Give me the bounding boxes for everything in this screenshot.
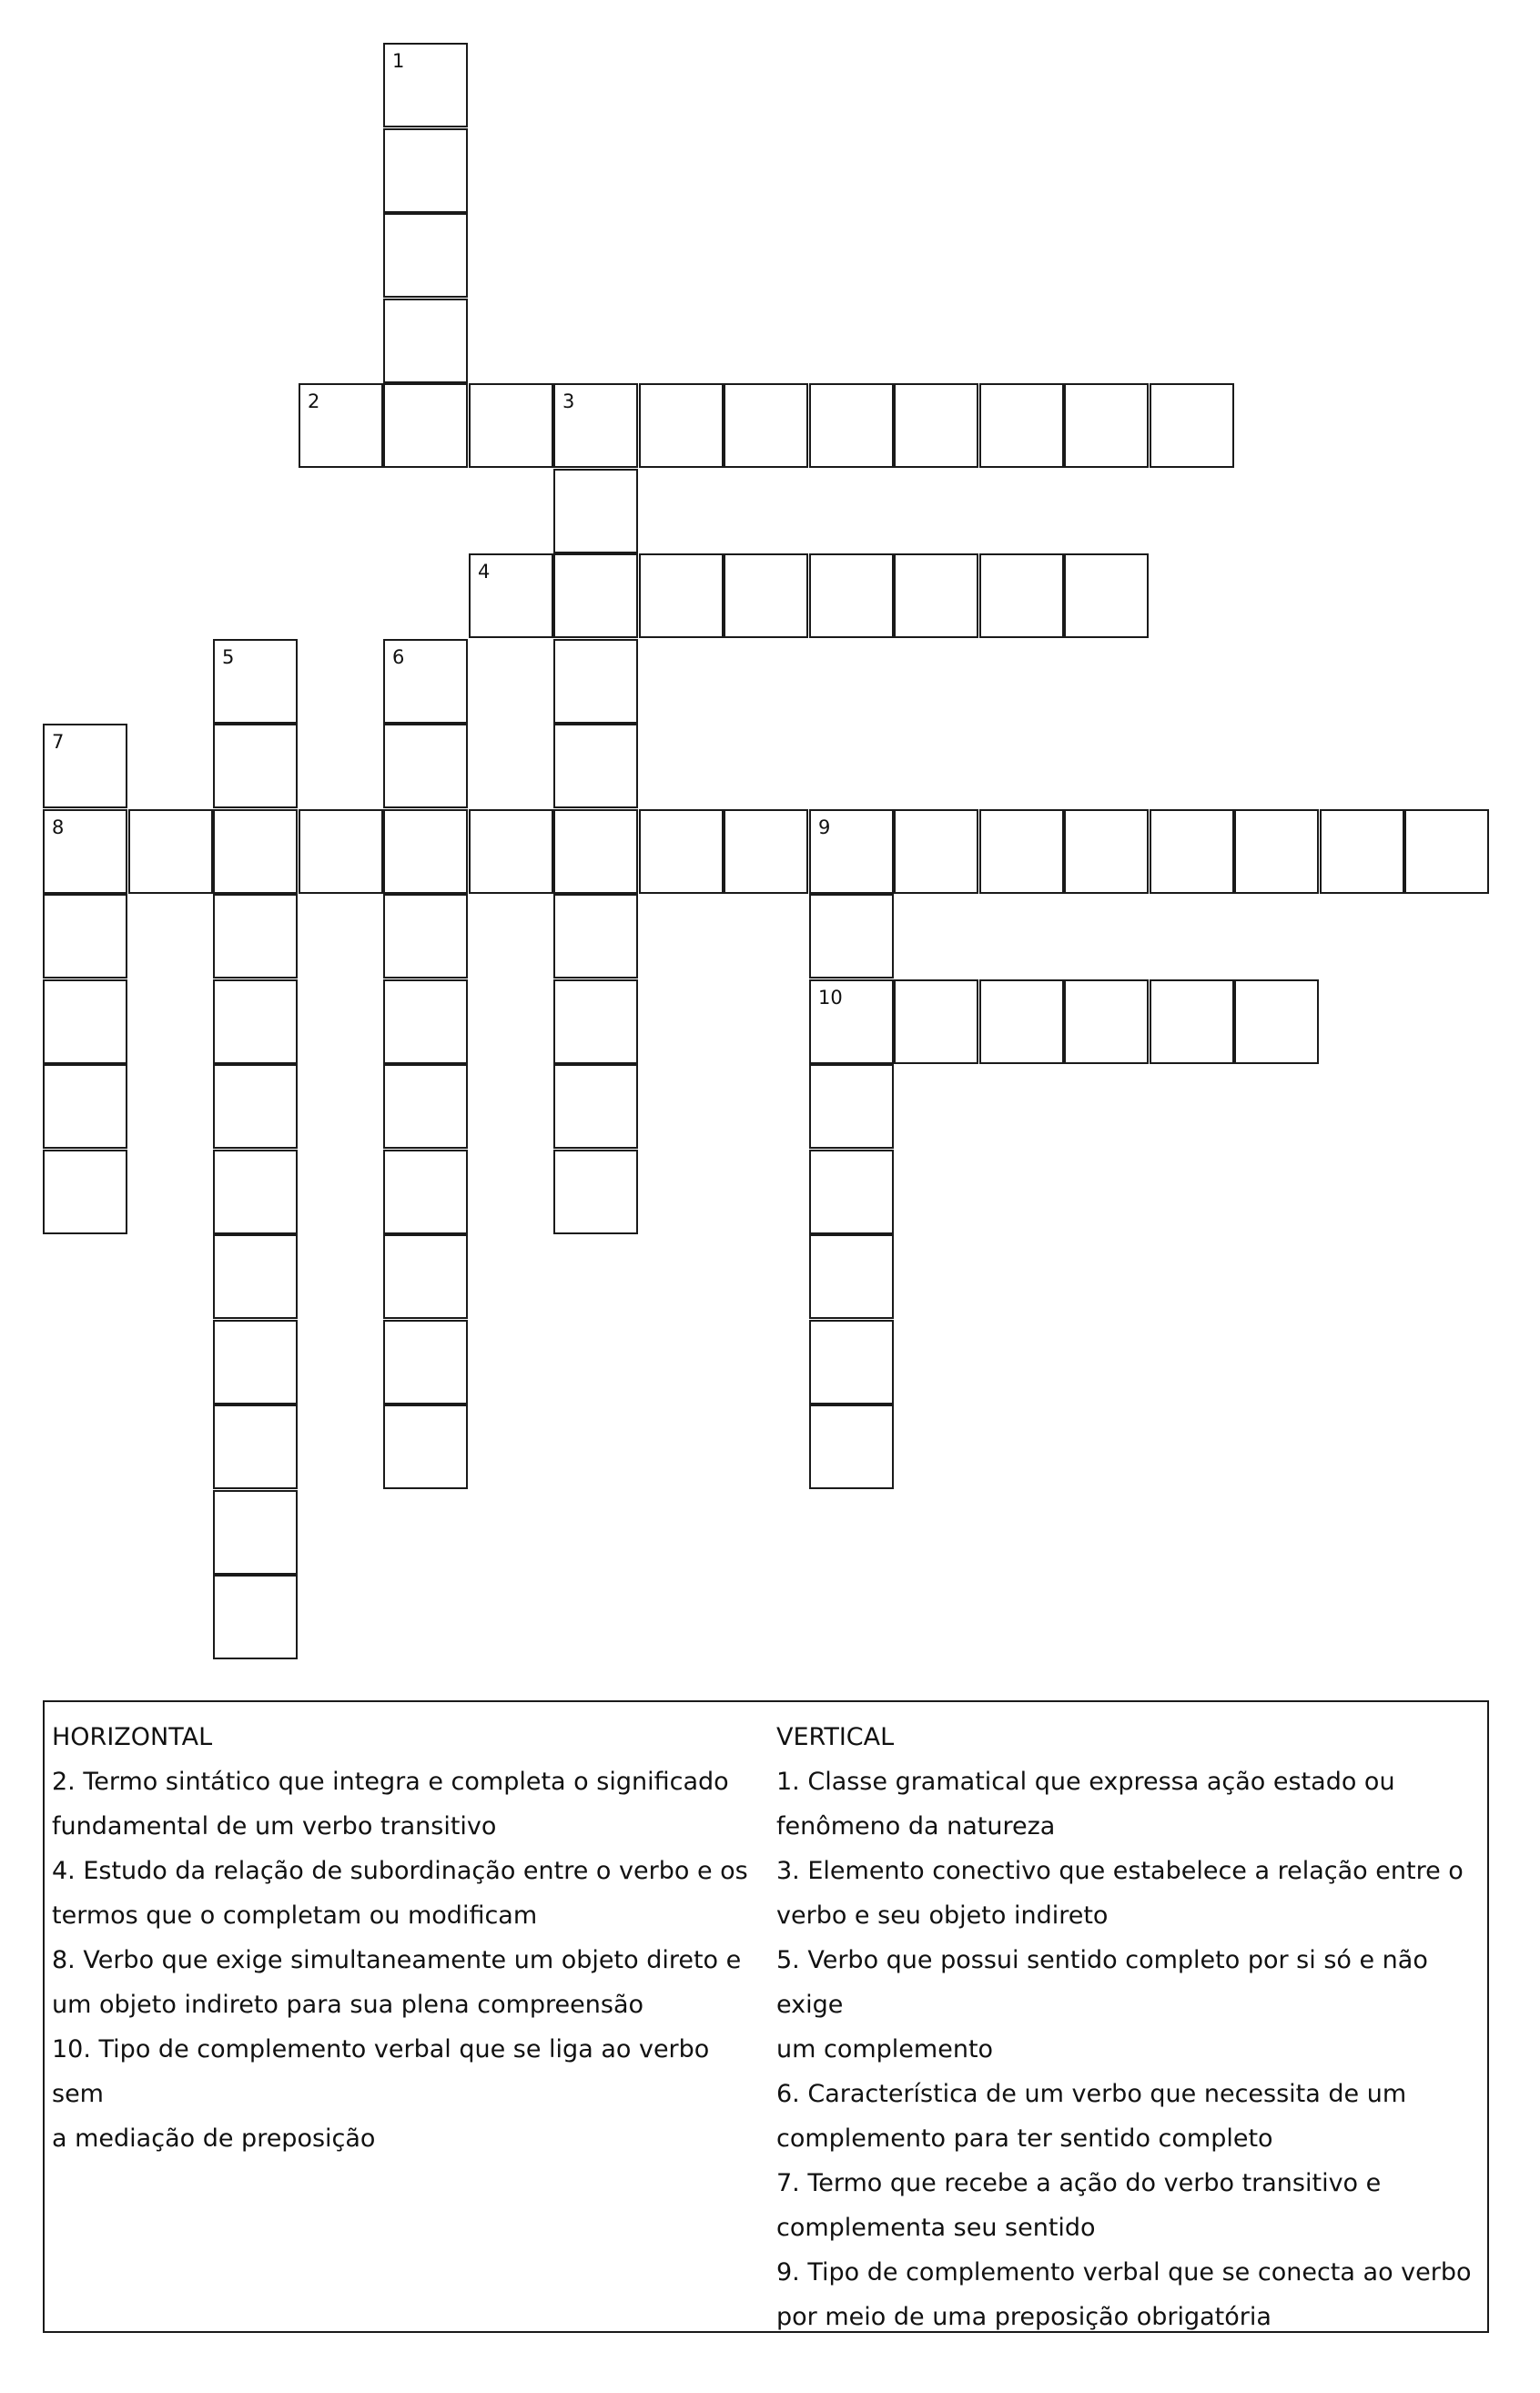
grid-cell[interactable] xyxy=(213,1234,298,1319)
grid-cell[interactable] xyxy=(724,383,808,468)
grid-cell[interactable] xyxy=(383,1404,468,1489)
clue-number: 7 xyxy=(52,731,65,753)
clue-line: 7. Termo que recebe a ação do verbo transitivo e xyxy=(776,2169,1382,2197)
grid-cell[interactable] xyxy=(894,383,978,468)
grid-cell[interactable] xyxy=(383,809,468,894)
clue-number: 3 xyxy=(562,390,575,412)
grid-cell[interactable] xyxy=(213,894,298,978)
grid-cell[interactable] xyxy=(809,894,894,978)
clue-number: 10 xyxy=(818,987,843,1009)
grid-cell[interactable] xyxy=(1064,809,1149,894)
grid-cell[interactable] xyxy=(809,809,894,894)
clue-line: por meio de uma preposição obrigatória xyxy=(776,2303,1272,2331)
grid-cell[interactable] xyxy=(553,1064,638,1149)
clue-line: 1. Classe gramatical que expressa ação estado ou xyxy=(776,1768,1395,1796)
clue-line: 2. Termo sintático que integra e completa o significado xyxy=(52,1768,729,1796)
grid-cell[interactable] xyxy=(383,1320,468,1404)
grid-cell[interactable] xyxy=(213,724,298,808)
clue-line: a mediação de preposição xyxy=(52,2124,376,2153)
grid-cell[interactable] xyxy=(299,809,383,894)
grid-cell[interactable] xyxy=(1150,809,1234,894)
clue-line: fundamental de um verbo transitivo xyxy=(52,1812,497,1840)
grid-cell[interactable] xyxy=(213,979,298,1064)
grid-cell[interactable] xyxy=(43,724,127,808)
grid-cell[interactable] xyxy=(213,1150,298,1234)
grid-cell[interactable] xyxy=(639,383,724,468)
grid-cell[interactable] xyxy=(724,553,808,638)
grid-cell[interactable] xyxy=(1320,809,1404,894)
grid-cell[interactable] xyxy=(809,1320,894,1404)
grid-cell[interactable] xyxy=(1234,979,1319,1064)
grid-cell[interactable] xyxy=(979,979,1064,1064)
grid-cell[interactable] xyxy=(383,724,468,808)
grid-cell[interactable] xyxy=(639,553,724,638)
clue-line: fenômeno da natureza xyxy=(776,1812,1056,1840)
grid-cell[interactable] xyxy=(383,1150,468,1234)
grid-cell[interactable] xyxy=(128,809,213,894)
grid-cell[interactable] xyxy=(1064,383,1149,468)
grid-cell[interactable] xyxy=(553,469,638,553)
horizontal-clues xyxy=(52,1715,762,2161)
clue-line: 6. Característica de um verbo que necessita de um xyxy=(776,2080,1407,2108)
clue-line: 5. Verbo que possui sentido completo por si só e não exige xyxy=(776,1946,1428,2019)
grid-cell[interactable] xyxy=(553,1150,638,1234)
vertical-heading: VERTICAL xyxy=(776,1723,895,1751)
grid-cell[interactable] xyxy=(979,383,1064,468)
grid-cell[interactable] xyxy=(43,894,127,978)
clue-line: complemento para ter sentido completo xyxy=(776,2124,1273,2153)
grid-cell[interactable] xyxy=(553,979,638,1064)
grid-cell[interactable] xyxy=(809,553,894,638)
grid-cell[interactable] xyxy=(213,809,298,894)
grid-cell[interactable] xyxy=(894,979,978,1064)
grid-cell[interactable] xyxy=(553,639,638,724)
grid-cell[interactable] xyxy=(469,809,553,894)
grid-cell[interactable] xyxy=(43,809,127,894)
grid-cell[interactable] xyxy=(383,299,468,383)
grid-cell[interactable] xyxy=(553,383,638,468)
grid-cell[interactable] xyxy=(809,1064,894,1149)
clue-number: 6 xyxy=(392,646,405,668)
grid-cell[interactable] xyxy=(469,383,553,468)
grid-cell[interactable] xyxy=(43,1064,127,1149)
grid-cell[interactable] xyxy=(213,639,298,724)
grid-cell[interactable] xyxy=(1234,809,1319,894)
grid-cell[interactable] xyxy=(809,1150,894,1234)
grid-cell[interactable] xyxy=(1150,383,1234,468)
grid-cell[interactable] xyxy=(553,553,638,638)
grid-cell[interactable] xyxy=(979,553,1064,638)
grid-cell[interactable] xyxy=(383,213,468,298)
clue-number: 8 xyxy=(52,816,65,838)
grid-cell[interactable] xyxy=(1064,553,1149,638)
horizontal-heading: HORIZONTAL xyxy=(52,1723,213,1751)
grid-cell[interactable] xyxy=(383,383,468,468)
clue-line: complementa seu sentido xyxy=(776,2214,1096,2242)
clue-line: 3. Elemento conectivo que estabelece a relação entre o xyxy=(776,1857,1464,1885)
grid-cell[interactable] xyxy=(553,809,638,894)
grid-cell[interactable] xyxy=(43,1150,127,1234)
grid-cell[interactable] xyxy=(809,1234,894,1319)
grid-cell[interactable] xyxy=(383,894,468,978)
grid-cell[interactable] xyxy=(213,1404,298,1489)
clue-number: 2 xyxy=(308,390,320,412)
grid-cell[interactable] xyxy=(553,724,638,808)
grid-cell[interactable] xyxy=(383,1064,468,1149)
clue-number: 1 xyxy=(392,50,405,72)
grid-cell[interactable] xyxy=(809,1404,894,1489)
clue-line: termos que o completam ou modificam xyxy=(52,1901,538,1930)
grid-cell[interactable] xyxy=(383,639,468,724)
grid-cell[interactable] xyxy=(979,809,1064,894)
clue-line: 10. Tipo de complemento verbal que se liga ao verbo sem xyxy=(52,2035,710,2108)
grid-cell[interactable] xyxy=(299,383,383,468)
clue-line: 9. Tipo de complemento verbal que se conecta ao verbo xyxy=(776,2258,1472,2287)
grid-cell[interactable] xyxy=(213,1064,298,1149)
grid-cell[interactable] xyxy=(383,979,468,1064)
clue-line: um complemento xyxy=(776,2035,994,2063)
grid-cell[interactable] xyxy=(383,1234,468,1319)
grid-cell[interactable] xyxy=(894,809,978,894)
clue-number: 4 xyxy=(478,561,491,583)
clues-box xyxy=(43,1700,1489,2333)
clue-line: verbo e seu objeto indireto xyxy=(776,1901,1109,1930)
clue-number: 9 xyxy=(818,816,831,838)
grid-cell[interactable] xyxy=(724,809,808,894)
grid-cell[interactable] xyxy=(553,894,638,978)
grid-cell[interactable] xyxy=(383,128,468,213)
clue-line: um objeto indireto para sua plena compreensão xyxy=(52,1991,644,2019)
clue-number: 5 xyxy=(222,646,235,668)
grid-cell[interactable] xyxy=(639,809,724,894)
grid-cell[interactable] xyxy=(1404,809,1489,894)
grid-cell[interactable] xyxy=(1064,979,1149,1064)
grid-cell[interactable] xyxy=(213,1320,298,1404)
grid-cell[interactable] xyxy=(43,979,127,1064)
vertical-clues xyxy=(776,1715,1482,2339)
grid-cell[interactable] xyxy=(213,1575,298,1659)
clue-line: 4. Estudo da relação de subordinação entre o verbo e os xyxy=(52,1857,748,1885)
clue-line: 8. Verbo que exige simultaneamente um objeto direto e xyxy=(52,1946,742,1974)
grid-cell[interactable] xyxy=(213,1490,298,1575)
grid-cell[interactable] xyxy=(809,979,894,1064)
grid-cell[interactable] xyxy=(894,553,978,638)
grid-cell[interactable] xyxy=(469,553,553,638)
grid-cell[interactable] xyxy=(1150,979,1234,1064)
grid-cell[interactable] xyxy=(809,383,894,468)
grid-cell[interactable] xyxy=(383,43,468,127)
